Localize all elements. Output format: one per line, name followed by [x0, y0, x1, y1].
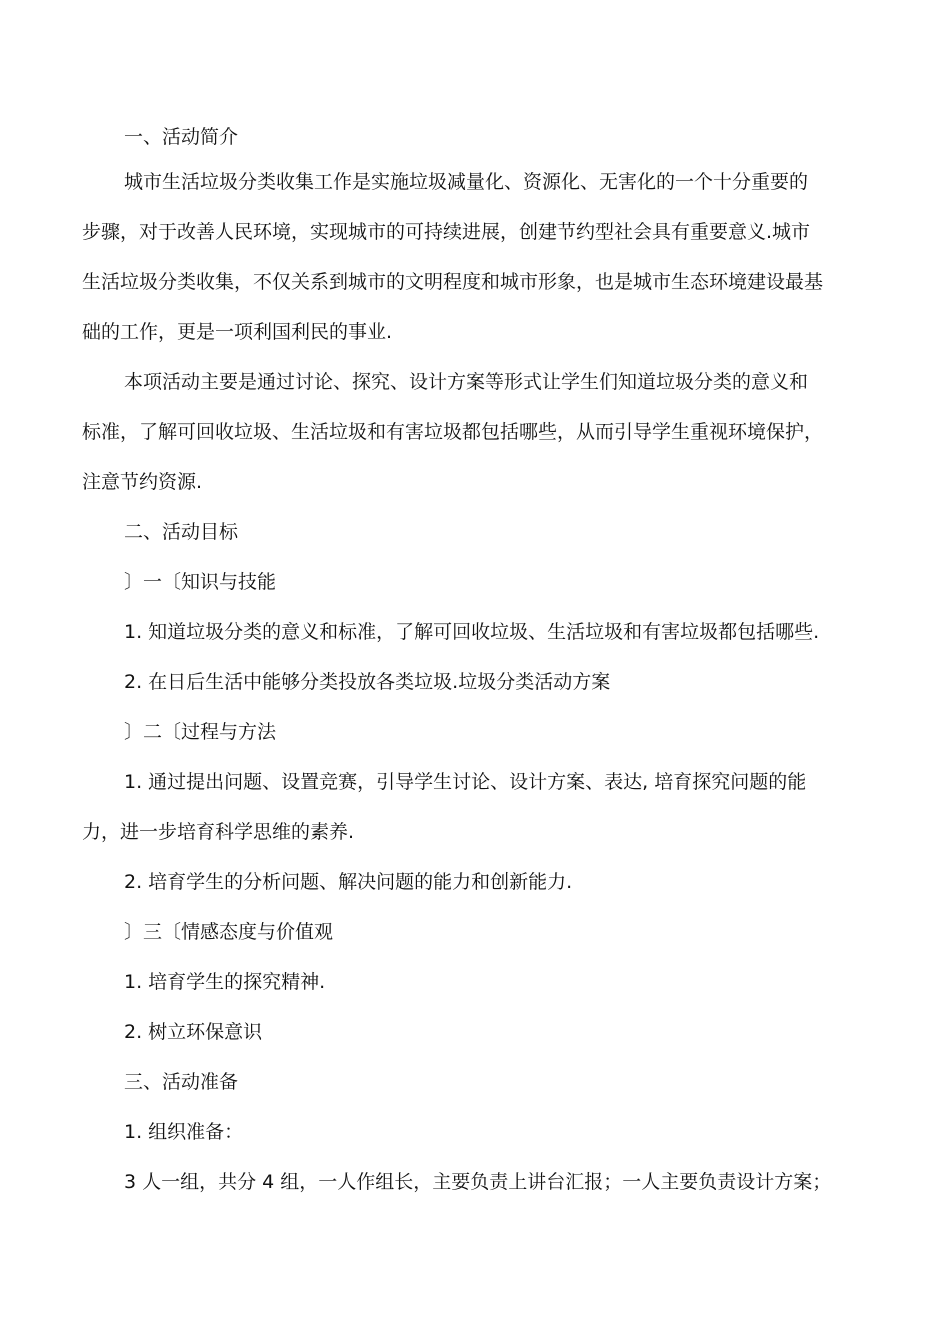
section-heading-preparation: 三、活动准备: [124, 1071, 239, 1093]
prep-item-1-detail: 3 人一组，共分 4 组，一人作组长，主要负责上讲台汇报；一人主要负责设计方案；: [124, 1171, 832, 1193]
intro-paragraph-2-line-1: 本项活动主要是通过讨论、探究、设计方案等形式让学生们知道垃圾分类的意义和: [124, 371, 809, 393]
goal-process-item-1-line-2: 力，进一步培育科学思维的素养.: [82, 821, 355, 843]
section-heading-intro: 一、活动简介: [124, 126, 239, 148]
goal-process-item-1-line-1: 1. 通过提出问题、设置竞赛，引导学生讨论、设计方案、表达, 培育探究问题的能: [124, 771, 807, 793]
goal-heading-knowledge: 〕一〔知识与技能: [124, 571, 277, 593]
goal-knowledge-item-1: 1. 知道垃圾分类的意义和标准，了解可回收垃圾、生活垃圾和有害垃圾都包括哪些.: [124, 621, 820, 643]
goal-attitude-item-2: 2. 树立环保意识: [124, 1021, 263, 1043]
goal-attitude-item-1: 1. 培育学生的探究精神.: [124, 971, 326, 993]
section-heading-goals: 二、活动目标: [124, 521, 239, 543]
intro-paragraph-1-line-4: 础的工作，更是一项利国利民的事业.: [82, 321, 393, 343]
intro-paragraph-2-line-3: 注意节约资源.: [82, 471, 203, 493]
prep-item-1: 1. 组织准备：: [124, 1121, 244, 1143]
intro-paragraph-1-line-2: 步骤，对于改善人民环境，实现城市的可持续进展，创建节约型社会具有重要意义.城市: [82, 221, 811, 243]
intro-paragraph-2-line-2: 标准，了解可回收垃圾、生活垃圾和有害垃圾都包括哪些，从而引导学生重视环境保护，: [82, 421, 824, 443]
goal-knowledge-item-2: 2. 在日后生活中能够分类投放各类垃圾.垃圾分类活动方案: [124, 671, 611, 693]
goal-heading-attitude: 〕三〔情感态度与价值观: [124, 921, 334, 943]
goal-heading-process: 〕二〔过程与方法: [124, 721, 277, 743]
intro-paragraph-1-line-3: 生活垃圾分类收集，不仅关系到城市的文明程度和城市形象，也是城市生态环境建设最基: [82, 271, 824, 293]
intro-paragraph-1-line-1: 城市生活垃圾分类收集工作是实施垃圾减量化、资源化、无害化的一个十分重要的: [124, 171, 809, 193]
goal-process-item-2: 2. 培育学生的分析问题、解决问题的能力和创新能力.: [124, 871, 573, 893]
